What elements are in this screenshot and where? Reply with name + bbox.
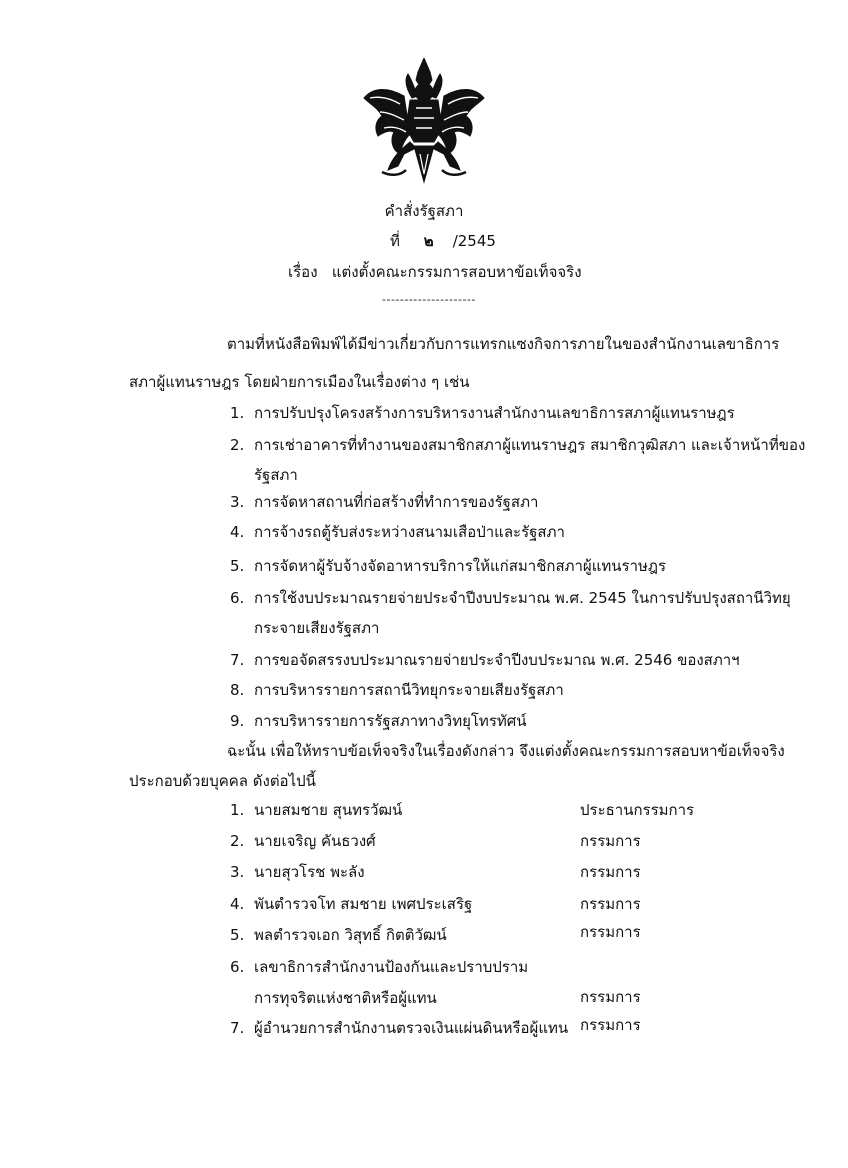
list-item: 4. การจ้างรถตู้รับส่งระหว่างสนามเสือป่าและรัฐสภา — [230, 523, 565, 541]
member-name-continuation: การทุจริตแห่งชาติหรือผู้แทน — [254, 989, 437, 1007]
list-item: 3. การจัดหาสถานที่ก่อสร้างที่ทำการของรัฐสภา — [230, 493, 539, 511]
conclusion-line-1: ฉะนั้น เพื่อให้ทราบข้อเท็จจริงในเรื่องดังกล่าว จึงแต่งตั้งคณะกรรมการสอบหาข้อเท็จจริง — [227, 742, 785, 760]
member-name: 3. นายสุวโรช พะลัง — [230, 863, 365, 881]
intro-line-2: สภาผู้แทนราษฎร โดยฝ่ายการเมืองในเรื่องต่าง ๆ เช่น — [129, 373, 470, 391]
list-item: 9. การบริหารรายการรัฐสภาทางวิทยุโทรทัศน์ — [230, 712, 527, 730]
list-item-continuation: กระจายเสียงรัฐสภา — [254, 619, 380, 637]
list-item-continuation: รัฐสภา — [254, 466, 298, 484]
member-role: กรรมการ — [580, 832, 641, 850]
member-name: 5. พลตำรวจเอก วิสุทธิ์ กิตติวัฒน์ — [230, 926, 447, 944]
member-role: ประธานกรรมการ — [580, 801, 695, 819]
member-name: 1. นายสมชาย สุนทรวัฒน์ — [230, 801, 403, 819]
order-number-value: ๒ — [423, 232, 434, 250]
order-number — [390, 231, 496, 251]
member-role: กรรมการ — [580, 1016, 641, 1034]
subject-line — [288, 262, 582, 282]
intro-line-1: ตามที่หนังสือพิมพ์ได้มีข่าวเกี่ยวกับการแทรกแซงกิจการภายในของสำนักงานเลขาธิการ — [227, 335, 780, 353]
list-item: 2. การเช่าอาคารที่ทำงานของสมาชิกสภาผู้แทนราษฎร สมาชิกวุฒิสภา และเจ้าหน้าที่ของ — [230, 436, 806, 454]
member-name: 2. นายเจริญ คันธวงศ์ — [230, 832, 376, 850]
header-divider: --------------------- — [382, 293, 476, 306]
garuda-emblem-icon — [360, 58, 488, 184]
order-number-prefix: ที่ — [390, 232, 400, 250]
document-title: คำสั่งรัฐสภา — [384, 202, 464, 220]
member-name: 4. พันตำรวจโท สมชาย เพศประเสริฐ — [230, 895, 473, 913]
list-item: 6. การใช้งบประมาณรายจ่ายประจำปีงบประมาณ พ.ศ. 2545 ในการปรับปรุงสถานีวิทยุ — [230, 589, 791, 607]
subject-label: เรื่อง — [288, 263, 318, 281]
member-role: กรรมการ — [580, 988, 641, 1006]
member-role: กรรมการ — [580, 923, 641, 941]
member-role: กรรมการ — [580, 863, 641, 881]
member-name: 7. ผู้อำนวยการสำนักงานตรวจเงินแผ่นดินหรือผู้แทน — [230, 1019, 569, 1037]
order-number-year: /2545 — [452, 232, 496, 250]
list-item: 8. การบริหารรายการสถานีวิทยุกระจายเสียงรัฐสภา — [230, 681, 564, 699]
list-item: 1. การปรับปรุงโครงสร้างการบริหารงานสำนักงานเลขาธิการสภาผู้แทนราษฎร — [230, 404, 735, 422]
list-item: 5. การจัดหาผู้รับจ้างจัดอาหารบริการให้แก่สมาชิกสภาผู้แทนราษฎร — [230, 557, 667, 575]
conclusion-line-2: ประกอบด้วยบุคคล ดังต่อไปนี้ — [129, 772, 316, 790]
member-name: 6. เลขาธิการสำนักงานป้องกันและปราบปราม — [230, 958, 529, 976]
member-role: กรรมการ — [580, 895, 641, 913]
subject-text: แต่งตั้งคณะกรรมการสอบหาข้อเท็จจริง — [331, 263, 582, 281]
list-item: 7. การขอจัดสรรงบประมาณรายจ่ายประจำปีงบประมาณ พ.ศ. 2546 ของสภาฯ — [230, 651, 740, 669]
